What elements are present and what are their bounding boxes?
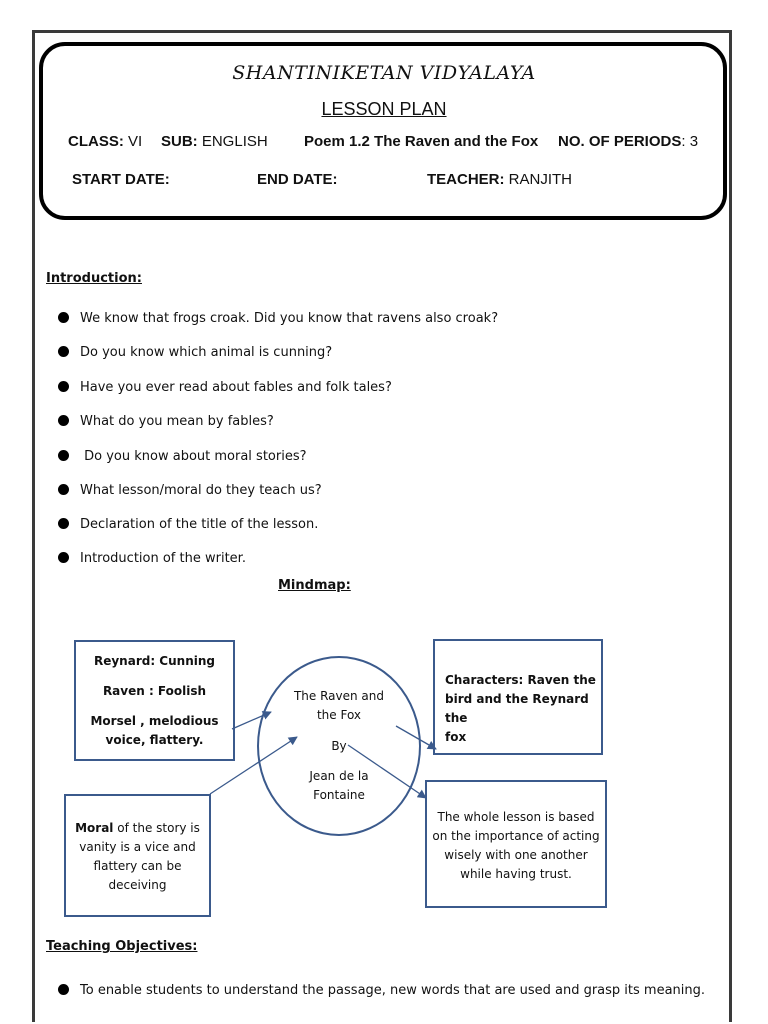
teacher-label: TEACHER: — [427, 171, 505, 188]
connector-arrow — [232, 712, 271, 729]
connector-arrow — [396, 726, 436, 749]
class-value: VI — [128, 133, 143, 150]
school-name: SHANTINIKETAN VIDYALAYA — [232, 62, 536, 84]
list-item: What lesson/moral do they teach us? — [58, 483, 322, 498]
list-item: What do you mean by fables? — [58, 414, 274, 429]
list-item: Declaration of the title of the lesson. — [58, 517, 318, 532]
teacher-value: RANJITH — [508, 171, 573, 188]
periods-label: NO. OF PERIODS — [558, 133, 682, 150]
list-item: Do you know which animal is cunning? — [58, 345, 332, 360]
end-date-label: END DATE: — [257, 171, 338, 188]
start-date-label: START DATE: — [72, 171, 170, 188]
objectives-heading: Teaching Objectives: — [46, 939, 198, 954]
connector-arrow — [348, 745, 426, 798]
periods-value: : 3 — [681, 133, 699, 150]
list-item: To enable students to understand the passage, new words that are used and grasp its meaning. — [58, 983, 705, 998]
moral-bold-label: Moral — [75, 821, 114, 835]
bullet-icon — [58, 984, 69, 995]
connector-arrow — [210, 737, 297, 794]
mindmap-box-traits: Reynard: Cunning Raven : Foolish Morsel , melodious voice, flattery. — [74, 640, 235, 761]
lesson-plan-title: LESSON PLAN — [321, 99, 447, 119]
subject-label: SUB: — [161, 133, 198, 150]
list-item: Introduction of the writer. — [58, 551, 246, 566]
mindmap-box-characters: Characters: Raven the bird and the Reynard the fox — [433, 639, 603, 755]
mindmap-heading: Mindmap: — [278, 578, 351, 593]
mindmap-box-trust: The whole lesson is based on the importance of acting wisely with one another while having trust. — [425, 780, 607, 908]
subject-value: ENGLISH — [201, 133, 268, 150]
list-item: Do you know about moral stories? — [58, 449, 307, 464]
class-label: CLASS: — [68, 133, 124, 150]
list-item: We know that frogs croak. Did you know that ravens also croak? — [58, 311, 498, 326]
mindmap-box-moral: Moral of the story is vanity is a vice and flattery can be deceiving — [64, 794, 211, 917]
list-item: Have you ever read about fables and folk tales? — [58, 380, 392, 395]
mindmap-center-ellipse: The Raven and the Fox By Jean de la Fontaine — [257, 656, 421, 836]
poem-title: Poem 1.2 The Raven and the Fox — [304, 133, 539, 150]
introduction-heading: Introduction: — [46, 271, 142, 286]
